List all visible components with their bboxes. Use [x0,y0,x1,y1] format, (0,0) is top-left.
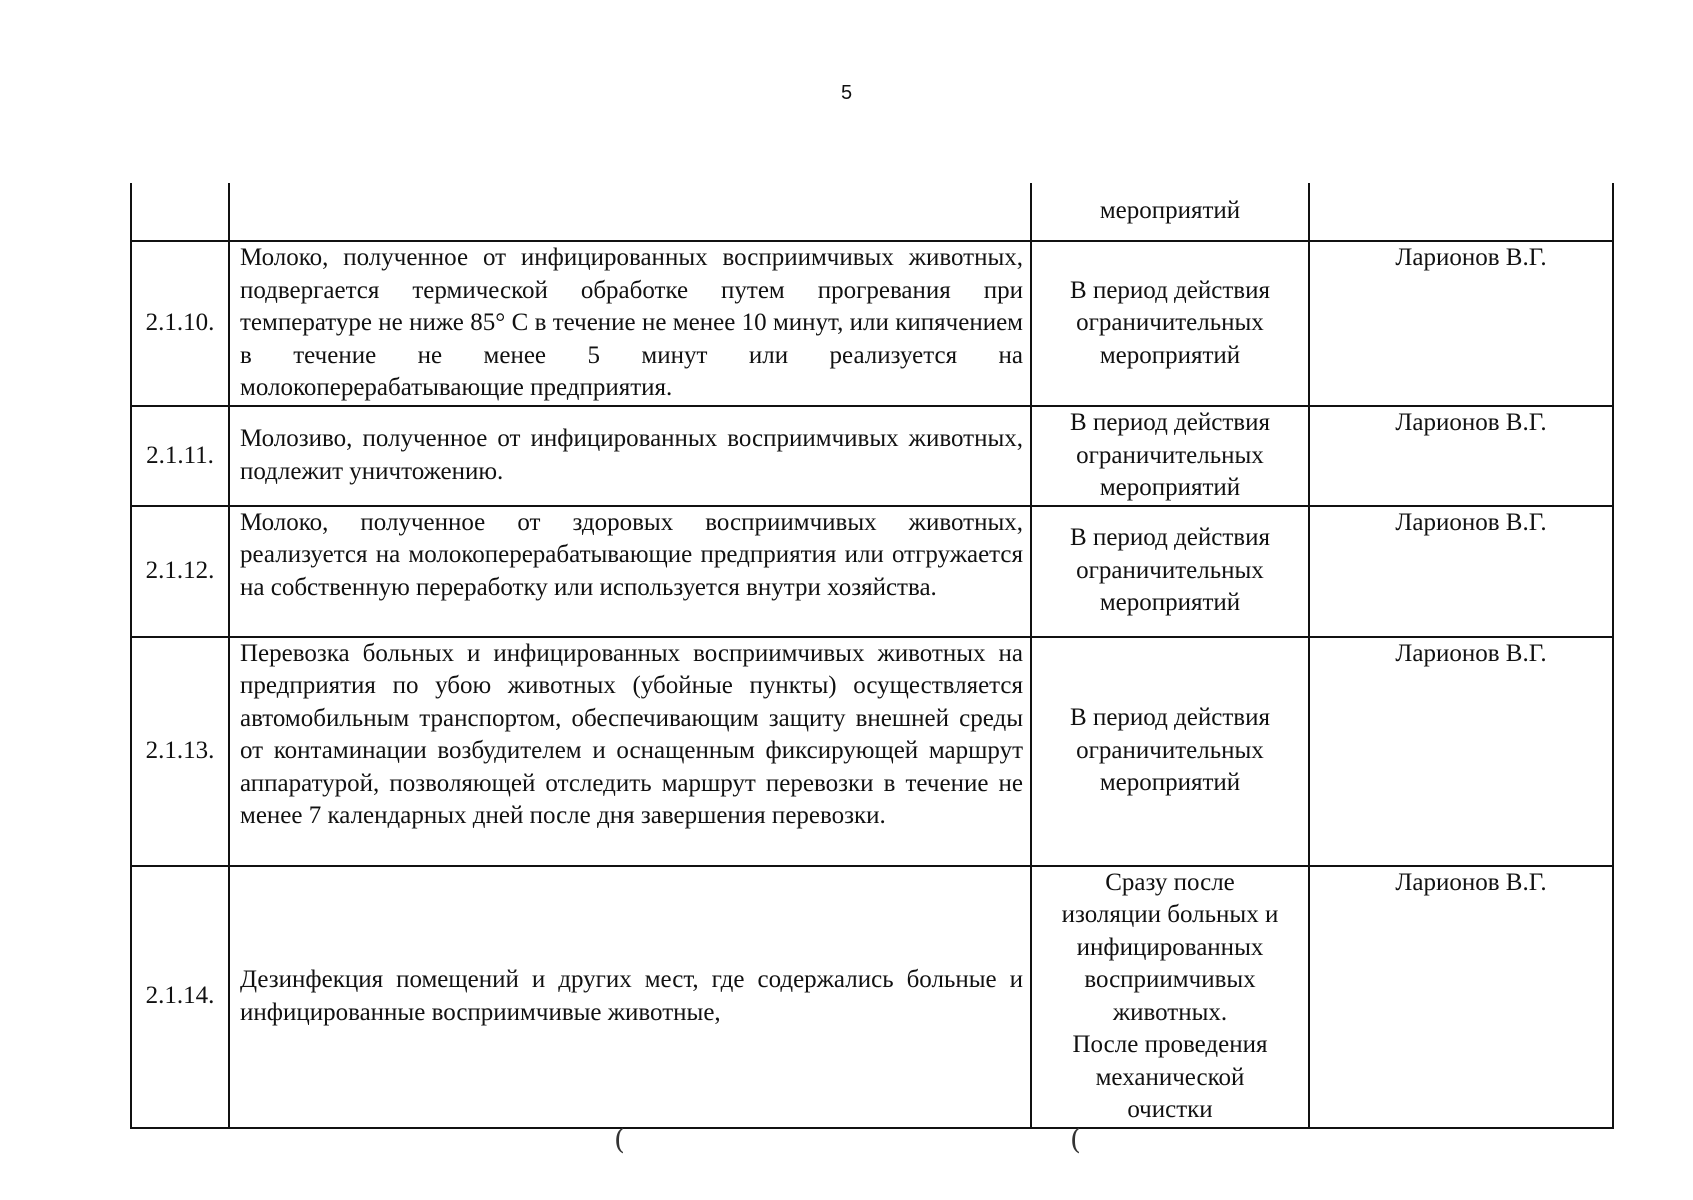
responsible-name: Ларионов В.Г. [1395,409,1547,436]
table-row [131,406,1613,506]
period-line: После проведения [1072,1031,1268,1058]
responsible-name: Ларионов В.Г. [1395,868,1547,896]
table-row [131,241,1613,406]
period-cell: мероприятий [1031,183,1309,241]
item-text: Перевозка больных и инфицированных восприимчивых животных на предприятия по убою животных (убойные пункты) осуществляется автомобильным транспортом, обеспечивающим защиту внешней среды от контаминации возбудителем и оснащенным фиксирующей маршрут аппаратурой, позволяющей отследить маршрут перевозки в течение не менее 7 календарных дней после дня завершения перевозки. [229,637,1031,866]
item-period [1031,866,1309,1128]
binding-mark: ( [614,1123,625,1156]
measures-table [130,183,1614,1129]
item-period: В период действия ограничительных мероприятий [1031,406,1309,506]
num-cell [131,183,229,241]
item-responsible [1309,506,1613,637]
item-number: 2.1.13. [131,637,229,866]
item-number: 2.1.14. [131,866,229,1128]
page-number: 5 [840,82,853,104]
period-line: изоляции больных и [1061,901,1279,928]
responsible-name: Ларионов В.Г. [1395,639,1547,667]
item-responsible [1309,866,1613,1128]
responsible-name: Ларионов В.Г. [1395,244,1547,271]
table-row-continued [131,183,1613,241]
period-line: очистки [1127,1096,1213,1123]
item-number: 2.1.11. [131,406,229,506]
item-text: Молоко, полученное от здоровых восприимчивых животных, реализуется на молокоперерабатывающие предприятия или отгружается на собственную переработку или используется внутри хозяйства. [229,506,1031,637]
period-line: механической [1095,1063,1245,1091]
item-text: Молозиво, полученное от инфицированных восприимчивых животных, подлежит уничтожению. [229,406,1031,506]
item-responsible [1309,406,1613,506]
period-line: Сразу после [1105,868,1235,896]
responsible-name: Ларионов В.Г. [1395,508,1547,536]
period-line: восприимчивых [1084,966,1256,993]
item-responsible [1309,637,1613,866]
item-number: 2.1.12. [131,506,229,637]
period-line: животных. [1112,998,1228,1026]
item-responsible [1309,241,1613,406]
item-text: Дезинфекция помещений и других мест, где содержались больные и инфицированные восприимчивые животные, [229,866,1031,1128]
item-period: В период действия ограничительных мероприятий [1031,241,1309,406]
item-text: Молоко, полученное от инфицированных восприимчивых животных, подвергается термической обработке путем прогревания при температуре не ниже 85° С в течение не менее 10 минут, или кипячением в течение не менее 5 минут или реализуется на молокоперерабатывающие предприятия. [229,241,1031,406]
item-period: В период действия ограничительных мероприятий [1031,506,1309,637]
item-period: В период действия ограничительных мероприятий [1031,637,1309,866]
table-row [131,637,1613,866]
table-row [131,866,1613,1128]
item-number: 2.1.10. [131,241,229,406]
text-cell [229,183,1031,241]
period-line: инфицированных [1076,933,1264,961]
binding-mark: ( [1070,1123,1081,1156]
responsible-cell [1309,183,1613,241]
table-row [131,506,1613,637]
